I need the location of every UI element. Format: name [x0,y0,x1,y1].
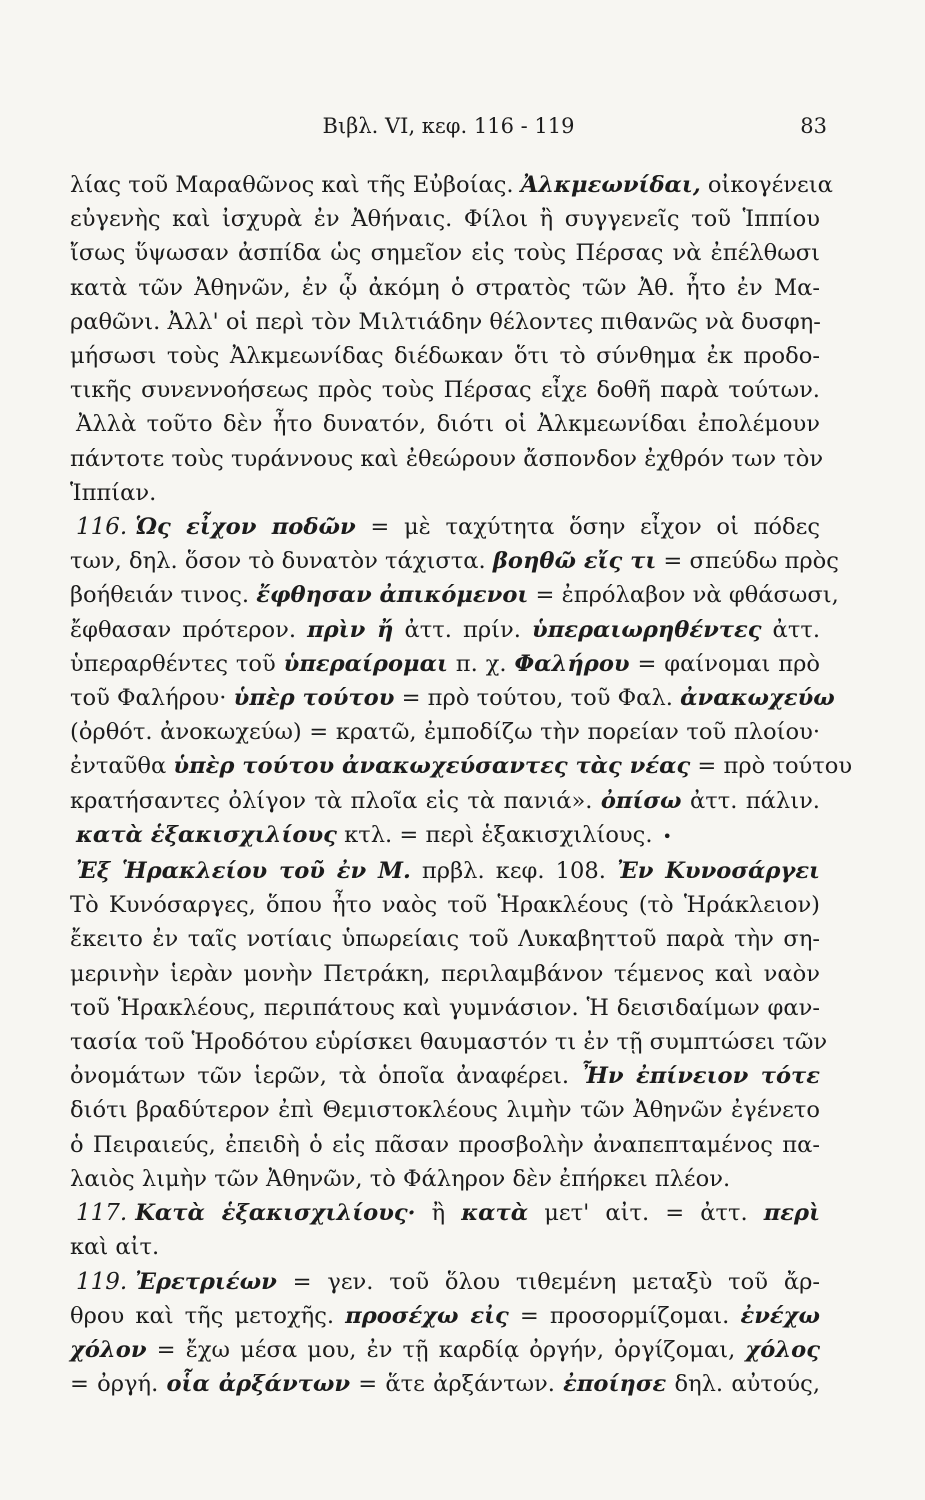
text-line [70,271,820,305]
lemma: βοηθῶ εἴς τι [492,548,657,575]
text-run: πάντοτε τοὺς τυράννους καὶ ἐθεώρουν ἄσπονδον ἐχθρόν των τὸν [70,445,824,472]
text-line [70,1196,820,1230]
text-run: μετ' αἰτ. = ἀττ. [528,1200,764,1227]
text-line [70,1093,820,1127]
text-run: = σπεύδω πρὸς [656,548,839,575]
section-number: 117. [76,1200,128,1227]
text-line [70,647,820,681]
lemma: Ἐξ Ἡρακλείου τοῦ ἐν Μ. [76,858,411,885]
running-head: Βιβλ. VI, κεφ. 116 - 119 [322,114,575,138]
text-run: ραθῶνι. Ἀλλ' οἱ περὶ τὸν Μιλτιάδην θέλοντες πιθανῶς νὰ δυσφη- [70,308,821,335]
text-run: κτλ. = περὶ ἑξακισχιλίους. [336,821,653,848]
lemma: Ὡς εἶχον ποδῶν [135,514,356,541]
text-run: = μὲ ταχύτητα ὅσην εἶχον οἱ πόδες [355,514,820,541]
text-line [70,1265,820,1299]
text-run: = πρὸ τούτου [690,753,853,780]
text-line [70,1333,820,1367]
text-line [70,922,820,956]
lemma: Ἀλκμεωνίδαι, [520,172,701,198]
text-run: ἔφθασαν πρότερον. [70,616,308,643]
text-line [70,373,820,407]
text-line [70,613,820,647]
text-run: ἐνταῦθα [70,753,174,780]
text-run: = ἔχω μέσα μου, ἐν τῇ καρδίᾳ ὀργήν, ὀργίζομαι, [146,1336,746,1363]
margin-dot: • [662,826,672,846]
text-run: π. χ. [447,650,515,677]
text-line [70,1025,828,1059]
text-run: ὀνομάτων τῶν ἱερῶν, τὰ ὁποῖα ἀναφέρει. [70,1063,581,1090]
text-run: κατὰ τῶν Ἀθηνῶν, ἐν ᾧ ἀκόμη ὁ στρατὸς τῶν Ἀθ. ἦτο ἐν Μα- [70,274,820,301]
text-line [70,715,820,749]
text-run: οἰκογένεια [700,172,833,198]
text-line [70,991,820,1025]
lemma: ὑπεραίρομαι [283,650,448,677]
text-line [70,1162,820,1196]
text-run: τασία τοῦ Ἡροδότου εὑρίσκει θαυμαστόν τι ἐν τῇ συμπτώσει τῶν [70,1029,828,1056]
text-run: (ὀρθότ. ἀνοκωχεύω) = κρατῶ, ἐμποδίζω τὴν πορείαν τοῦ πλοίου· [70,719,820,746]
lemma: Ἦν ἐπίνειον τότε [580,1063,820,1090]
text-line [70,510,820,544]
lemma: χόλον [70,1336,147,1363]
lemma: ὑπεραιωρηθέντες [532,616,762,643]
text-line [70,544,839,578]
text-run: ὁ Πειραιεύς, ἐπειδὴ ὁ εἰς πᾶσαν προσβολὴν ἀναπεπταμένος πα- [70,1131,820,1158]
page-header [70,114,827,144]
text-run: τικῆς συνεννοήσεως πρὸς τοὺς Πέρσας εἶχε δοθῆ παρὰ τούτων. [70,377,820,404]
text-run: ἀττ. πάλιν. [681,787,820,814]
lemma: ὑπὲρ τούτου [233,685,395,712]
text-line [70,1299,820,1333]
text-line [70,236,820,270]
text-run: των, δηλ. ὅσον τὸ δυνατὸν τάχιστα. [70,548,493,575]
text-run: ἀττ. [761,616,820,643]
text-run: μήσωσι τοὺς Ἀλκμεωνίδας διέδωκαν ὅτι τὸ σύνθημα ἐκ προδο- [70,343,820,370]
text-run: = γεν. τοῦ ὅλου τιθεμένη μεταξὺ τοῦ ἄρ- [276,1268,820,1295]
text-run: ἔκειτο ἐν ταῖς νοτίαις ὑπωρείαις τοῦ Λυκαβηττοῦ παρὰ τὴν ση- [70,926,820,953]
text-line [70,681,835,715]
text-run: λίας τοῦ Μαραθῶνος καὶ τῆς Εὐβοίας. [70,172,521,198]
text-line [70,749,853,783]
text-line [70,305,820,339]
lemma: Ἐν Κυνοσάργει [617,858,820,885]
text-run: λαιὸς λιμὴν τῶν Ἀθηνῶν, τὸ Φάληρον δὲν ἐπήρκει πλέον. [70,1165,731,1192]
lemma: ὑπὲρ τούτου ἀνακωχεύσαντες τὰς νέας [173,753,691,780]
lemma: Φαλήρου [514,650,630,677]
text-line [70,442,824,476]
text-run: Τὸ Κυνόσαργες, ὅπου ἦτο ναὸς τοῦ Ἡρακλέους (τὸ Ἡράκλειον) [70,892,820,919]
text-run: = ὀργή. [70,1371,167,1398]
section-number: 116. [76,514,128,541]
text-run: τοῦ Ἡρακλέους, περιπάτους καὶ γυμνάσιον. Ἡ δεισιδαίμων φαν- [70,994,820,1021]
lemma: ἀνακωχεύω [680,685,835,712]
lemma: Ἐρετριέων [135,1268,277,1295]
text-run: καὶ αἰτ. [70,1234,160,1261]
text-run: Ἱππίαν. [70,479,157,506]
text-run: = ἅτε ἀρξάντων. [350,1371,564,1398]
text-line [70,1230,820,1264]
text-run: ἀττ. πρίν. [393,616,533,643]
text-line [70,1128,820,1162]
page-number: 83 [800,114,827,138]
text-line [70,1367,820,1401]
text-run: = ἐπρόλαβον νὰ φθάσωσι, [528,582,839,609]
text-run: = προσορμίζομαι. [508,1302,741,1329]
text-run: θρου καὶ τῆς μετοχῆς. [70,1302,346,1329]
text-line [70,854,820,888]
lemma: κατὰ [461,1200,529,1227]
text-run: δηλ. αὐτούς, [666,1371,820,1398]
text-line [70,578,839,612]
lemma: χόλος [745,1336,820,1363]
text-run: = πρὸ τούτου, τοῦ Φαλ. [394,685,681,712]
text-run: τοῦ Φαλήρου· [70,685,234,712]
lemma: ἐνέχω [740,1302,820,1329]
lemma: περὶ [763,1200,820,1227]
text-run: Ἀλλὰ τοῦτο δὲν ἦτο δυνατόν, διότι οἱ Ἀλκμεωνίδαι ἐπολέμουν [76,411,820,438]
text-run: ἢ [415,1200,462,1227]
lemma: ὀπίσω [600,787,682,814]
text-run: διότι βραδύτερον ἐπὶ Θεμιστοκλέους λιμὴν τῶν Ἀθηνῶν ἐγένετο [70,1097,820,1124]
section-number: 119. [76,1268,128,1295]
lemma: κατὰ ἑξακισχιλίους [76,821,337,848]
text-line [70,784,820,818]
text-line [70,407,820,441]
lemma: οἷα ἀρξάντων [166,1371,351,1398]
commentary-text [70,168,853,1401]
text-run: βοήθειάν τινος. [70,582,257,609]
text-run: ὑπεραρθέντες τοῦ [70,650,284,677]
lemma: Κατὰ ἑξακισχιλίους· [135,1200,416,1227]
lemma: ἔφθησαν ἀπικόμενοι [256,582,529,609]
lemma: ἐποίησε [563,1371,667,1398]
lemma: προσέχω εἰς [345,1302,509,1329]
text-line [70,202,820,236]
text-line [70,818,820,854]
text-line [70,339,820,373]
text-line [70,957,820,991]
text-run: μερινὴν ἱερὰν μονὴν Πετράκη, περιλαμβάνον τέμενος καὶ ναὸν [70,960,820,987]
text-run: πρβλ. κεφ. 108. [410,858,618,885]
lemma: πρὶν ἤ [307,616,394,643]
text-run: ἴσως ὕψωσαν ἀσπίδα ὡς σημεῖον εἰς τοὺς Πέρσας νὰ ἐπέλθωσι [70,240,820,267]
text-line [70,476,820,510]
text-line [70,168,833,202]
text-run: κρατήσαντες ὀλίγον τὰ πλοῖα εἰς τὰ πανιά». [70,787,601,814]
text-run: = φαίνομαι πρὸ [629,650,820,677]
text-line [70,1059,820,1093]
text-run: εὐγενὴς καὶ ἰσχυρὰ ἐν Ἀθήναις. Φίλοι ἢ συγγενεῖς τοῦ Ἱππίου [70,206,820,233]
text-line [70,888,820,922]
